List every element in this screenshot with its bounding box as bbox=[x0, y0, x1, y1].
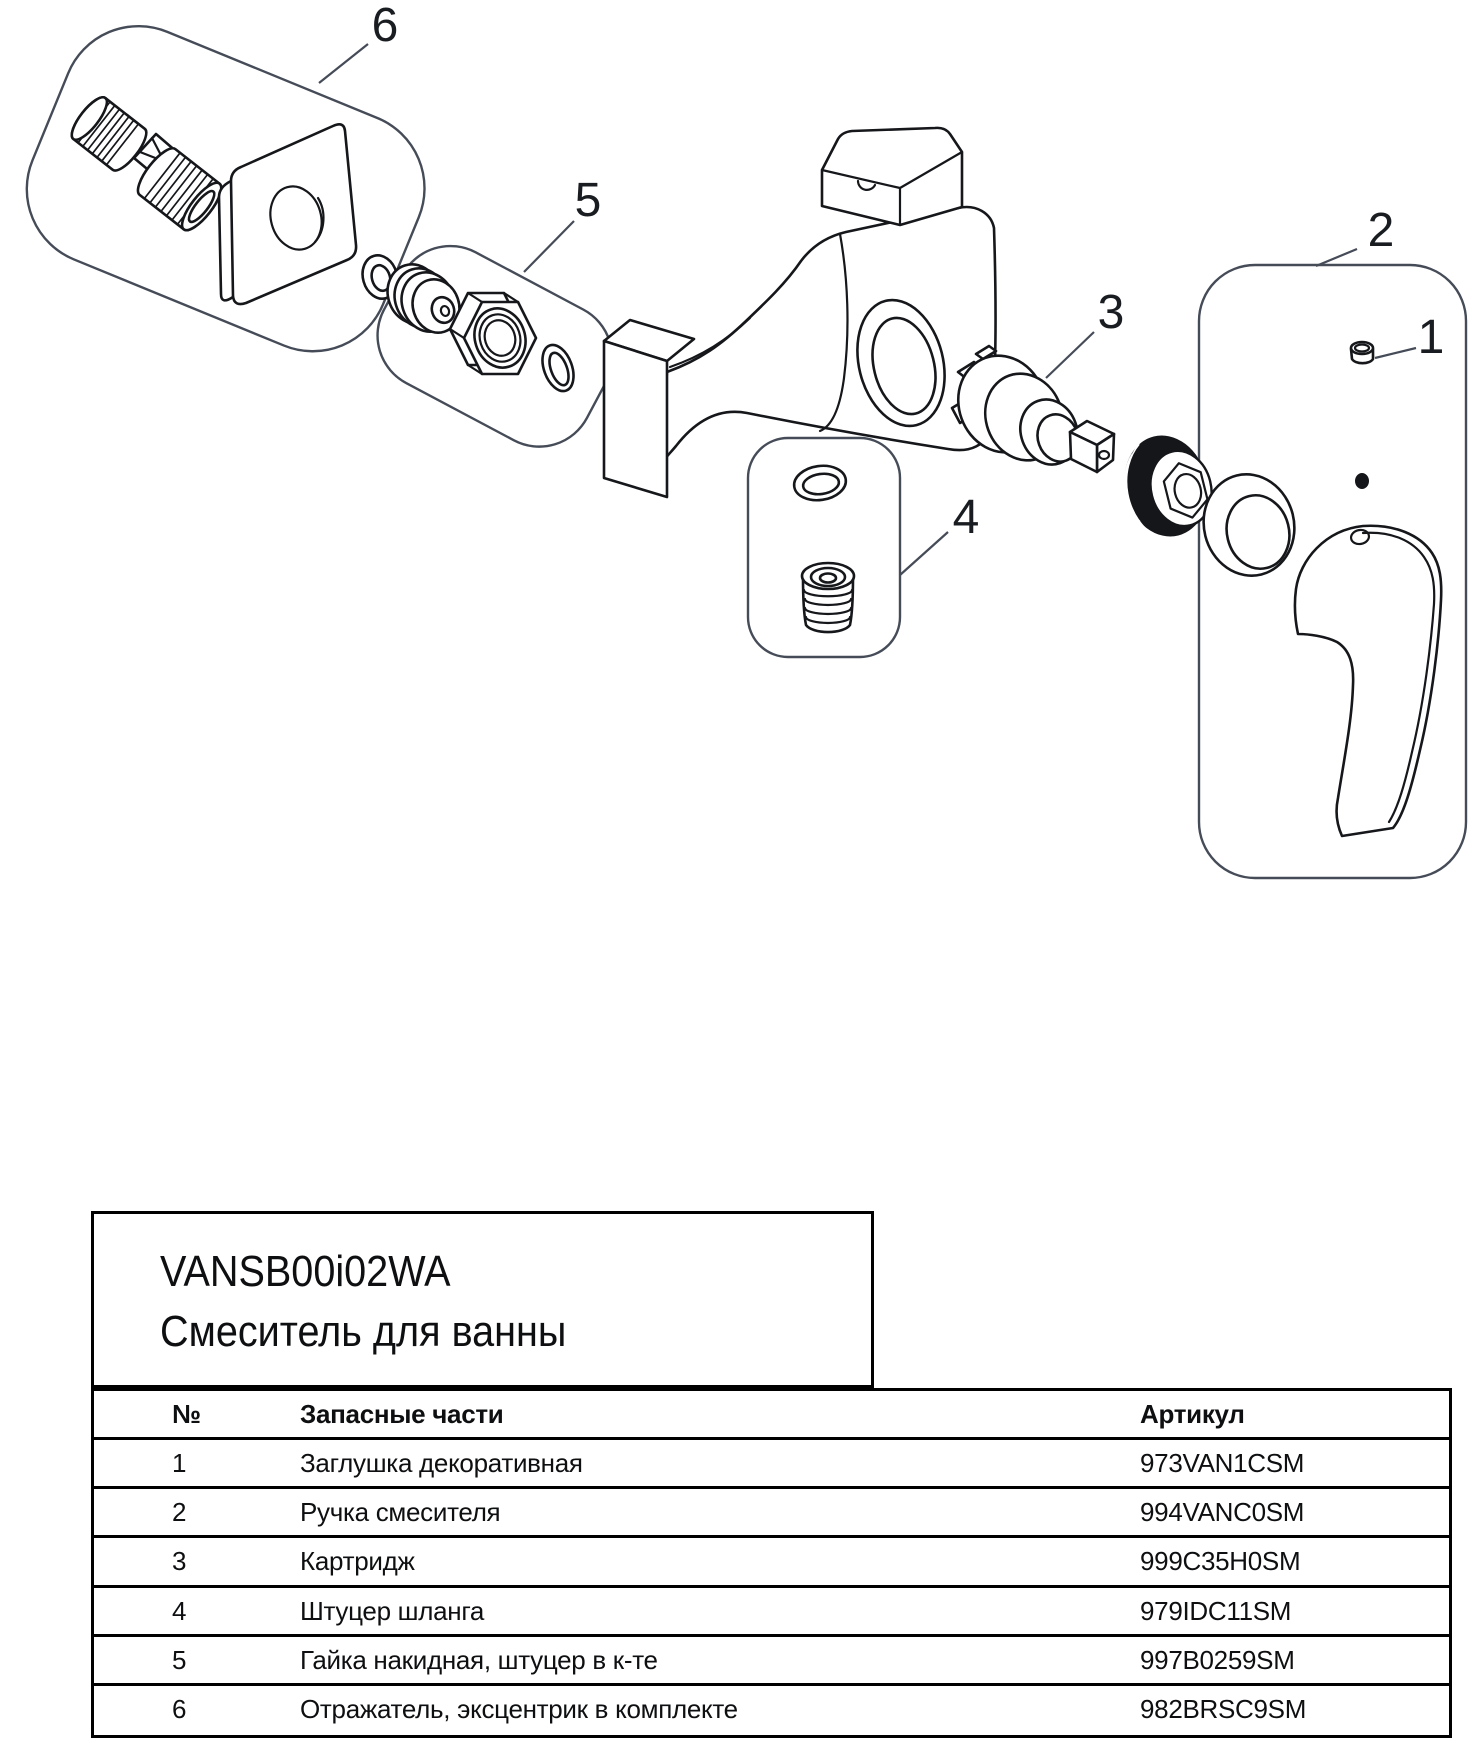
row-num: 2 bbox=[172, 1497, 187, 1528]
header-article: Артикул bbox=[1140, 1399, 1245, 1429]
row-name: Гайка накидная, штуцер в к-те bbox=[300, 1644, 658, 1675]
mixer-handle bbox=[1295, 526, 1441, 836]
group-boxes bbox=[4, 3, 1466, 878]
table-row bbox=[94, 1538, 1449, 1587]
callout-6: 6 bbox=[371, 0, 399, 52]
leader-5 bbox=[524, 221, 574, 272]
callout-5: 5 bbox=[574, 174, 602, 227]
row-article: 997B0259SM bbox=[1140, 1644, 1295, 1675]
row-num: 5 bbox=[172, 1644, 187, 1675]
row-name: Ручка смесителя bbox=[300, 1497, 501, 1528]
o-ring-small bbox=[537, 341, 580, 396]
o-ring-large bbox=[792, 463, 848, 504]
escutcheon-plate bbox=[219, 124, 356, 304]
title-block bbox=[91, 1211, 874, 1388]
faucet-body bbox=[604, 128, 996, 497]
set-screw-hole bbox=[1355, 473, 1369, 489]
row-num: 1 bbox=[172, 1448, 187, 1479]
row-name: Картридж bbox=[300, 1546, 415, 1577]
leader-3 bbox=[1046, 332, 1094, 378]
row-num: 6 bbox=[172, 1693, 187, 1724]
row-article: 982BRSC9SM bbox=[1140, 1693, 1307, 1724]
table-row bbox=[94, 1686, 1449, 1735]
hose-nipple bbox=[802, 563, 854, 632]
table-row bbox=[94, 1588, 1449, 1637]
product-code: VANSB00i02WA bbox=[160, 1247, 451, 1296]
table-header-row bbox=[94, 1391, 1449, 1440]
header-num: № bbox=[172, 1399, 201, 1429]
leader-1 bbox=[1375, 348, 1416, 358]
table-row bbox=[94, 1637, 1449, 1686]
row-name: Отражатель, эксцентрик в комплекте bbox=[300, 1693, 738, 1724]
callout-3: 3 bbox=[1097, 286, 1125, 339]
row-name: Штуцер шланга bbox=[300, 1595, 485, 1626]
table-row bbox=[94, 1489, 1449, 1538]
row-num: 3 bbox=[172, 1546, 187, 1577]
row-article: 999C35H0SM bbox=[1140, 1546, 1301, 1577]
leader-2 bbox=[1316, 249, 1357, 266]
row-name: Заглушка декоративная bbox=[300, 1448, 583, 1479]
row-article: 994VANC0SM bbox=[1140, 1497, 1305, 1528]
product-name: Смеситель для ванны bbox=[160, 1307, 567, 1356]
callout-1: 1 bbox=[1417, 311, 1445, 364]
callout-2: 2 bbox=[1367, 204, 1395, 257]
callout-4: 4 bbox=[952, 491, 980, 544]
eccentric-fitting bbox=[66, 93, 227, 236]
table-row bbox=[94, 1440, 1449, 1489]
row-article: 973VAN1CSM bbox=[1140, 1448, 1305, 1479]
row-num: 4 bbox=[172, 1595, 187, 1626]
row-article: 979IDC11SM bbox=[1140, 1595, 1292, 1626]
parts-table bbox=[91, 1388, 1452, 1738]
leader-6 bbox=[319, 44, 368, 83]
leader-4 bbox=[900, 532, 948, 575]
header-parts: Запасные части bbox=[300, 1399, 504, 1429]
union-nut bbox=[450, 293, 536, 374]
decorative-plug bbox=[1351, 342, 1373, 363]
